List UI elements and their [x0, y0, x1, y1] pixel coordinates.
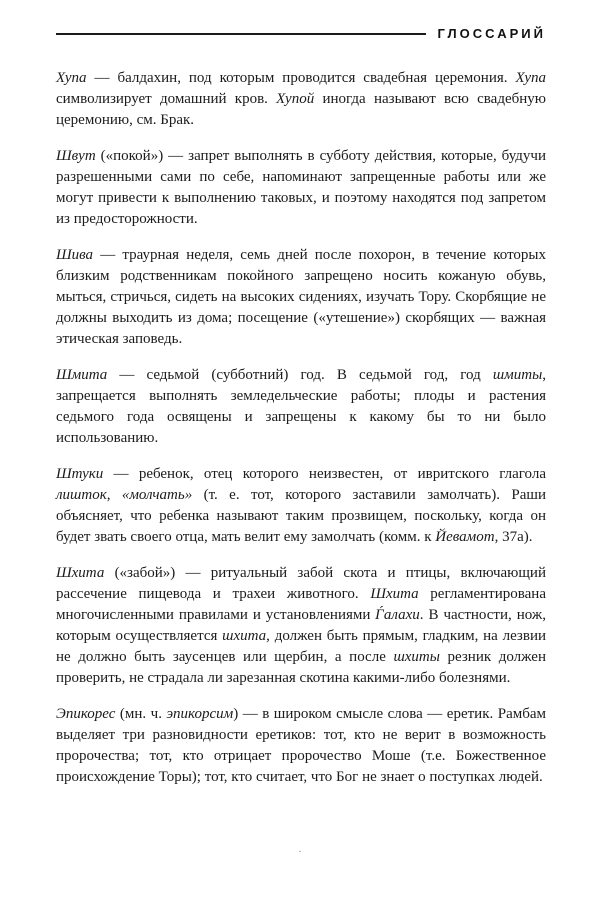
- glossary-body-text: , должен быть прямым, гладким, на лезвии не должно быть заусенцев или щербин, а после: [56, 628, 546, 665]
- glossary-body-text: — балдахин, под которым проводится свадебная церемония.: [86, 70, 516, 86]
- glossary-body-text: — траурная неделя, семь дней после похорон, в течение которых близким родственникам покойного запрещено носить кожаную обувь, мыться, стричься, сидеть на высоких сидениях, изучать Тору. Скорбящие не должны выходить из дома; посещение («утешение») скорбящих — важная этическая заповедь.: [56, 247, 546, 347]
- glossary-body-text: («покой») — запрет выполнять в субботу действия, которые, будучи разрешенными сами по себе, напоминают запрещенные работы или же могут привести к выполнению таковых, и поэтому находятся под запретом из предосторожности.: [56, 148, 546, 227]
- glossary-entry: [56, 146, 546, 230]
- glossary-body-text: — ребенок, отец которого неизвестен, от ивритского глагола: [103, 466, 546, 482]
- glossary-body-text: ) — в широком смысле слова — еретик. Рамбам выделяет три разновидности еретиков: тот, кто не верит в возможность пророчества; тот, кто отрицает пророчество Моше (т.е. Божественное происхождение Торы); тот, кто считает, что Бог не знает о поступках людей.: [56, 706, 547, 785]
- glossary-entry: [56, 245, 546, 350]
- glossary-body-text: , запрещается выполнять земледельческие работы; плоды и растения седьмого года освящены и запрещены к какому бы то ни было использованию.: [56, 367, 546, 446]
- glossary-body-text: (т. е. тот, которого заставили замолчать). Раши объясняет, что ребенка называют таким прозвищем, поскольку, когда он будет звать своего отца, мать велит ему замолчать (комм. к: [56, 487, 546, 545]
- glossary-term-text: лишток: [56, 487, 107, 503]
- glossary-body-text: . В частности, нож, которым осуществляется: [56, 607, 546, 644]
- glossary-term-text: Шхита: [370, 586, 419, 602]
- footer-mark: ·: [298, 846, 302, 858]
- glossary-term-text: Штуки: [56, 466, 104, 482]
- glossary-term-text: Йевамот: [435, 529, 495, 545]
- glossary-term-text: шхита: [222, 628, 267, 644]
- glossary-entries: [56, 68, 546, 788]
- glossary-term-text: Шхита: [56, 565, 105, 581]
- glossary-term-text: шмиты: [492, 367, 543, 383]
- glossary-term-text: шхиты: [393, 649, 440, 665]
- glossary-body-text: символизирует домашний кров.: [56, 91, 277, 107]
- glossary-term-text: Швут: [56, 148, 96, 164]
- page-header: [56, 26, 546, 41]
- glossary-entry: [56, 365, 546, 449]
- glossary-term-text: Хупой: [276, 91, 315, 107]
- glossary-term-text: Эпикорес: [56, 706, 116, 722]
- glossary-term-text: Шива: [56, 247, 94, 263]
- glossary-entry: [56, 563, 546, 689]
- glossary-body-text: регламентирована многочисленными правилами и установлениями: [56, 586, 546, 623]
- glossary-entry: [56, 68, 546, 131]
- glossary-body-text: иногда называют всю свадебную церемонию, см. Брак.: [56, 91, 546, 128]
- glossary-term-text: эпикорсим: [166, 706, 234, 722]
- page-title: ГЛОССАРИЙ: [437, 26, 546, 41]
- glossary-entry: [56, 464, 546, 548]
- glossary-body-text: , 37а).: [494, 529, 533, 545]
- glossary-body-text: резник должен проверить, не страдала ли зарезанная скотина какими-либо болезнями.: [56, 649, 546, 686]
- glossary-entry: [56, 704, 546, 788]
- glossary-body-text: ,: [106, 487, 122, 503]
- glossary-term-text: «молчать»: [121, 487, 193, 503]
- glossary-term-text: Хупа: [56, 70, 87, 86]
- glossary-body-text: (мн. ч.: [115, 706, 167, 722]
- glossary-body-text: — седьмой (субботний) год. В седьмой год, год: [107, 367, 493, 383]
- glossary-term-text: Шмита: [56, 367, 108, 383]
- glossary-body-text: («забой») — ритуальный забой скота и птицы, включающий рассечение пищевода и трахеи животного.: [56, 565, 546, 602]
- glossary-term-text: Хупа: [515, 70, 546, 86]
- header-rule: [56, 33, 426, 35]
- glossary-term-text: Ѓалахи: [375, 607, 420, 623]
